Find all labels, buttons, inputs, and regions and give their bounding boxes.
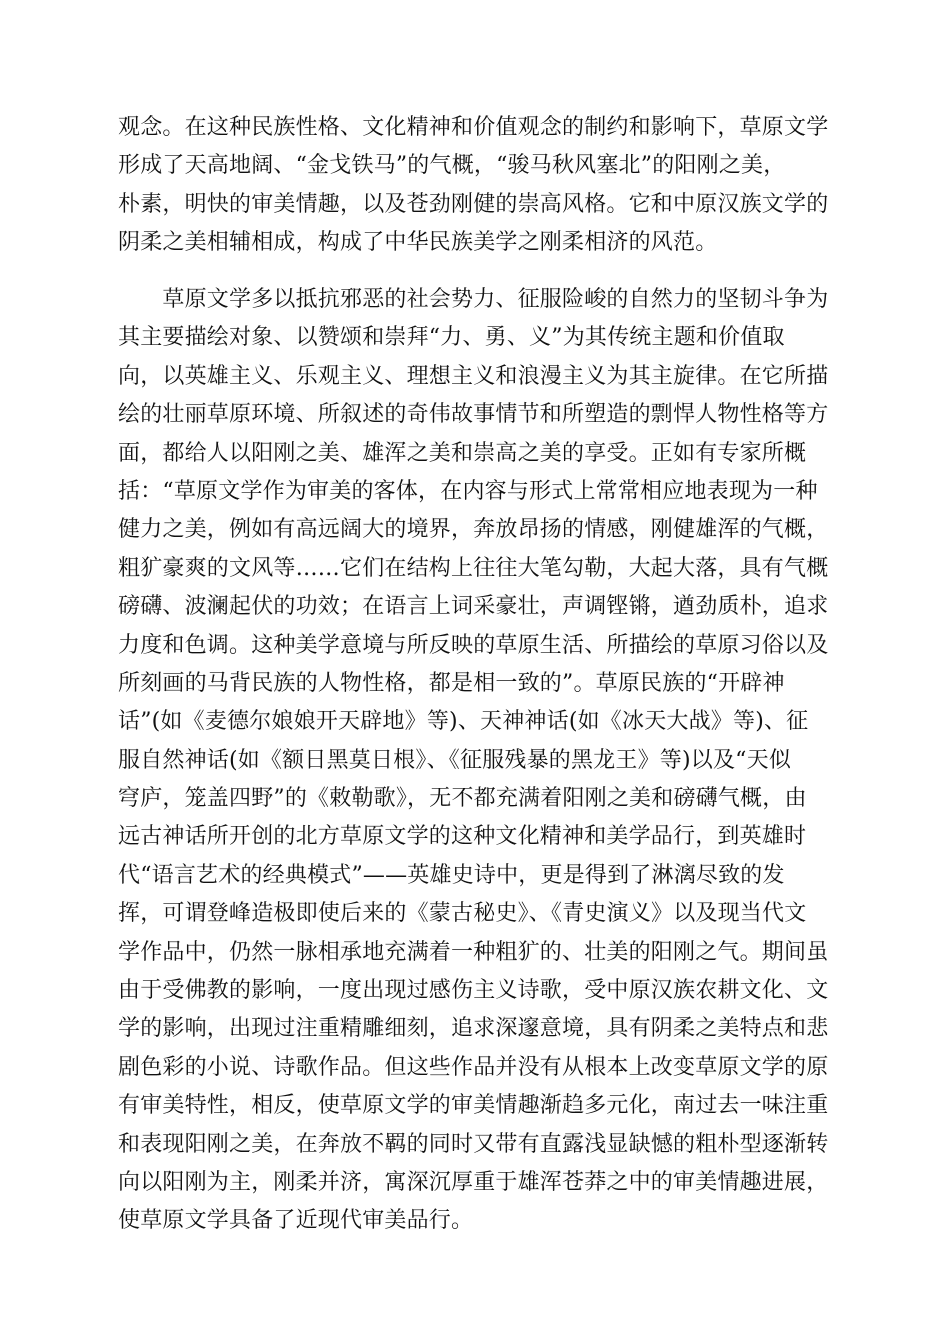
paragraph-line: 有审美特性，相反，使草原文学的审美情趣渐趋多元化，南过去一味注重 bbox=[118, 1093, 829, 1119]
paragraph-line: 绘的壮丽草原环境、所叙述的奇伟故事情节和所塑造的剽悍人物性格等方 bbox=[118, 402, 829, 428]
paragraph-line: 由于受佛教的影响，一度出现过感伤主义诗歌，受中原汉族农耕文化、文 bbox=[118, 978, 829, 1004]
paragraph-line: 服自然神话(如《额日黑莫日根》、《征服残暴的黑龙王》等)以及“天似 bbox=[118, 747, 792, 773]
paragraph-1 bbox=[118, 109, 834, 263]
paragraph-line: 所刻画的马背民族的人物性格，都是相一致的”。草原民族的“开辟神 bbox=[118, 670, 785, 696]
paragraph-line: 形成了天高地阔、“金戈铁马”的气概，“骏马秋风塞北”的阳刚之美， bbox=[118, 153, 786, 179]
paragraph-line: 面，都给人以阳刚之美、雄浑之美和崇高之美的享受。正如有专家所概 bbox=[118, 440, 807, 466]
paragraph-line: 阴柔之美相辅相成，构成了中华民族美学之刚柔相济的风范。 bbox=[118, 230, 718, 256]
paragraph-line: 向以阳刚为主，刚柔并济，寓深沉厚重于雄浑苍莽之中的审美情趣进展， bbox=[118, 1169, 829, 1195]
paragraph-line: 括：“草原文学作为审美的客体，在内容与形式上常常相应地表现为一种 bbox=[118, 478, 818, 504]
paragraph-2 bbox=[118, 281, 834, 1241]
paragraph-line: 力度和色调。这种美学意境与所反映的草原生活、所描绘的草原习俗以及 bbox=[118, 632, 829, 658]
paragraph-line: 学的影响，出现过注重精雕细刻，追求深邃意境，具有阴柔之美特点和悲 bbox=[118, 1016, 829, 1042]
paragraph-line: 向，以英雄主义、乐观主义、理想主义和浪漫主义为其主旋律。在它所描 bbox=[118, 363, 829, 389]
paragraph-line: 其主要描绘对象、以赞颂和崇拜“力、勇、义”为其传统主题和价值取 bbox=[118, 325, 785, 351]
paragraph-line: 学作品中，仍然一脉相承地充满着一种粗犷的、壮美的阳刚之气。期间虽 bbox=[118, 939, 829, 965]
paragraph-line: 健力之美，例如有高远阔大的境界，奔放昂扬的情感，刚健雄浑的气概， bbox=[118, 517, 829, 543]
paragraph-line: 草原文学多以抵抗邪恶的社会势力、征服险峻的自然力的坚韧斗争为 bbox=[118, 287, 829, 312]
paragraph-line: 磅礴、波澜起伏的功效；在语言上词采豪壮，声调铿锵，遒劲质朴，追求 bbox=[118, 594, 829, 620]
paragraph-line: 话”(如《麦德尔娘娘开天辟地》等)、天神神话(如《冰天大战》等)、征 bbox=[118, 709, 809, 735]
paragraph-line: 粗犷豪爽的文风等……它们在结构上往往大笔勾勒，大起大落，具有气概 bbox=[118, 555, 829, 581]
paragraph-line: 远古神话所开创的北方草原文学的这种文化精神和美学品行，到英雄时 bbox=[118, 824, 807, 850]
paragraph-line: 挥，可谓登峰造极即使后来的《蒙古秘史》、《青史演义》以及现当代文 bbox=[118, 901, 807, 927]
paragraph-line: 穹庐，笼盖四野”的《敕勒歌》，无不都充满着阳刚之美和磅礴气概，由 bbox=[118, 786, 807, 812]
paragraph-line: 剧色彩的小说、诗歌作品。但这些作品并没有从根本上改变草原文学的原 bbox=[118, 1054, 829, 1080]
paragraph-line: 朴素，明快的审美情趣，以及苍劲刚健的崇高风格。它和中原汉族文学的 bbox=[118, 191, 829, 217]
paragraph-line: 使草原文学具备了近现代审美品行。 bbox=[118, 1208, 474, 1234]
paragraph-line: 观念。在这种民族性格、文化精神和价值观念的制约和影响下，草原文学 bbox=[118, 115, 829, 140]
paragraph-line: 代“语言艺术的经典模式”——英雄史诗中，更是得到了淋漓尽致的发 bbox=[118, 862, 785, 888]
paragraph-line: 和表现阳刚之美，在奔放不羁的同时又带有直露浅显缺憾的粗朴型逐渐转 bbox=[118, 1131, 829, 1157]
